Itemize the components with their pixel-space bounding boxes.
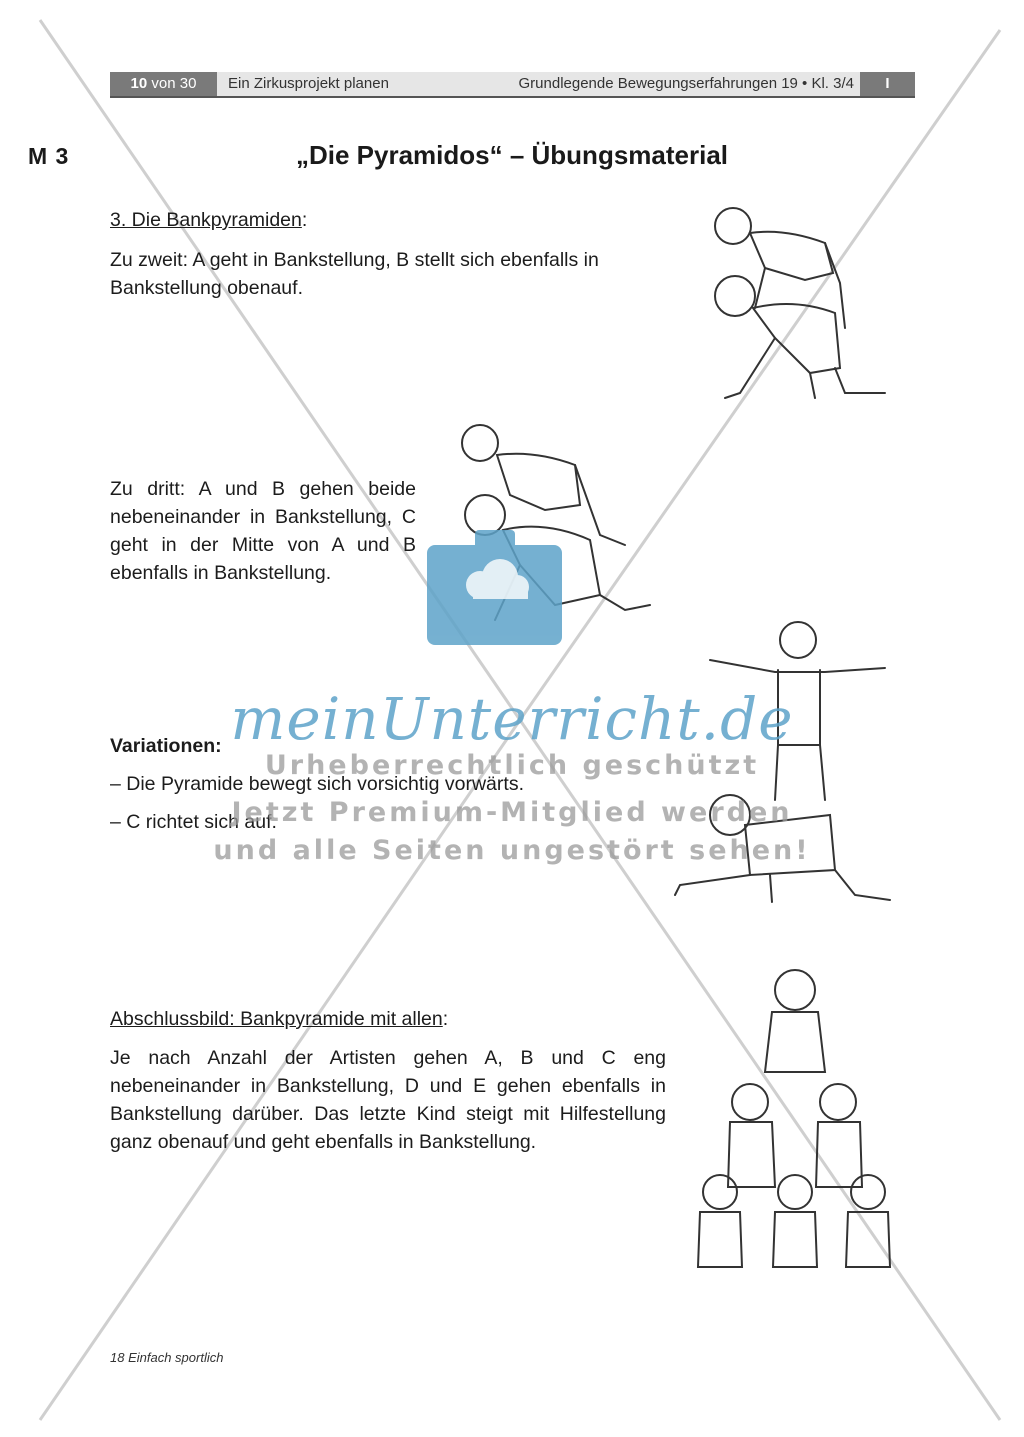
pair-pyramid-illustration [695, 198, 895, 408]
pair-exercise-text: Zu zweit: A geht in Bankstellung, B stellt sich ebenfalls in Bankstellung obenauf. [110, 249, 599, 299]
final-text: Je nach Anzahl der Artisten gehen A, B und C eng nebeneinander in Bankstellung, D und E gehen ebenfalls in Bankstellung darüber. Das letzte Kind steigt mit Hilfestellung ganz obenauf und geht ebenfalls in Bankstellung. [110, 1047, 666, 1153]
final-heading [110, 1005, 448, 1033]
header-series: Grundlegende Bewegungserfahrungen 19 • Kl. 3/4 [518, 75, 854, 92]
watermark-brand: meinUnterricht.de [230, 685, 794, 753]
trio-pyramid-illustration [425, 415, 660, 645]
trio-exercise-text: Zu dritt: A und B gehen beide nebeneinander in Bankstellung, C geht in der Mitte von A und B ebenfalls in Bankstellung. [110, 478, 416, 584]
group-pyramid-illustration [690, 962, 900, 1282]
page-title: „Die Pyramidos“ – Übungsmaterial [295, 140, 729, 170]
page-total: von 30 [151, 75, 197, 92]
variation-item-2: – C richtet sich auf. [110, 811, 277, 833]
page-footer: 18 Einfach sportlich [110, 1350, 224, 1365]
final-heading-text: Abschlussbild: Bankpyramide mit allen [110, 1008, 443, 1030]
page-number: 10 [130, 75, 148, 92]
header-section-title: Ein Zirkusprojekt planen [228, 75, 389, 92]
watermark-line-2: Jetzt Premium-Mitglied werden [231, 797, 793, 828]
section-heading-text: 3. Die Bankpyramiden [110, 209, 302, 231]
watermark-line-3: und alle Seiten ungestört sehen! [213, 835, 811, 866]
page-counter [110, 72, 217, 96]
variations-heading: Variationen: [110, 735, 222, 757]
section-heading [110, 206, 307, 234]
final-heading-colon: : [442, 1008, 449, 1030]
watermark-line-1: Urheberrechtlich geschützt [264, 750, 760, 781]
variation-item-1: – Die Pyramide bewegt sich vorsichtig vorwärts. [110, 773, 524, 795]
material-label: M 3 [28, 143, 70, 169]
section-heading-colon: : [301, 209, 308, 231]
header-level-badge: I [860, 72, 915, 96]
